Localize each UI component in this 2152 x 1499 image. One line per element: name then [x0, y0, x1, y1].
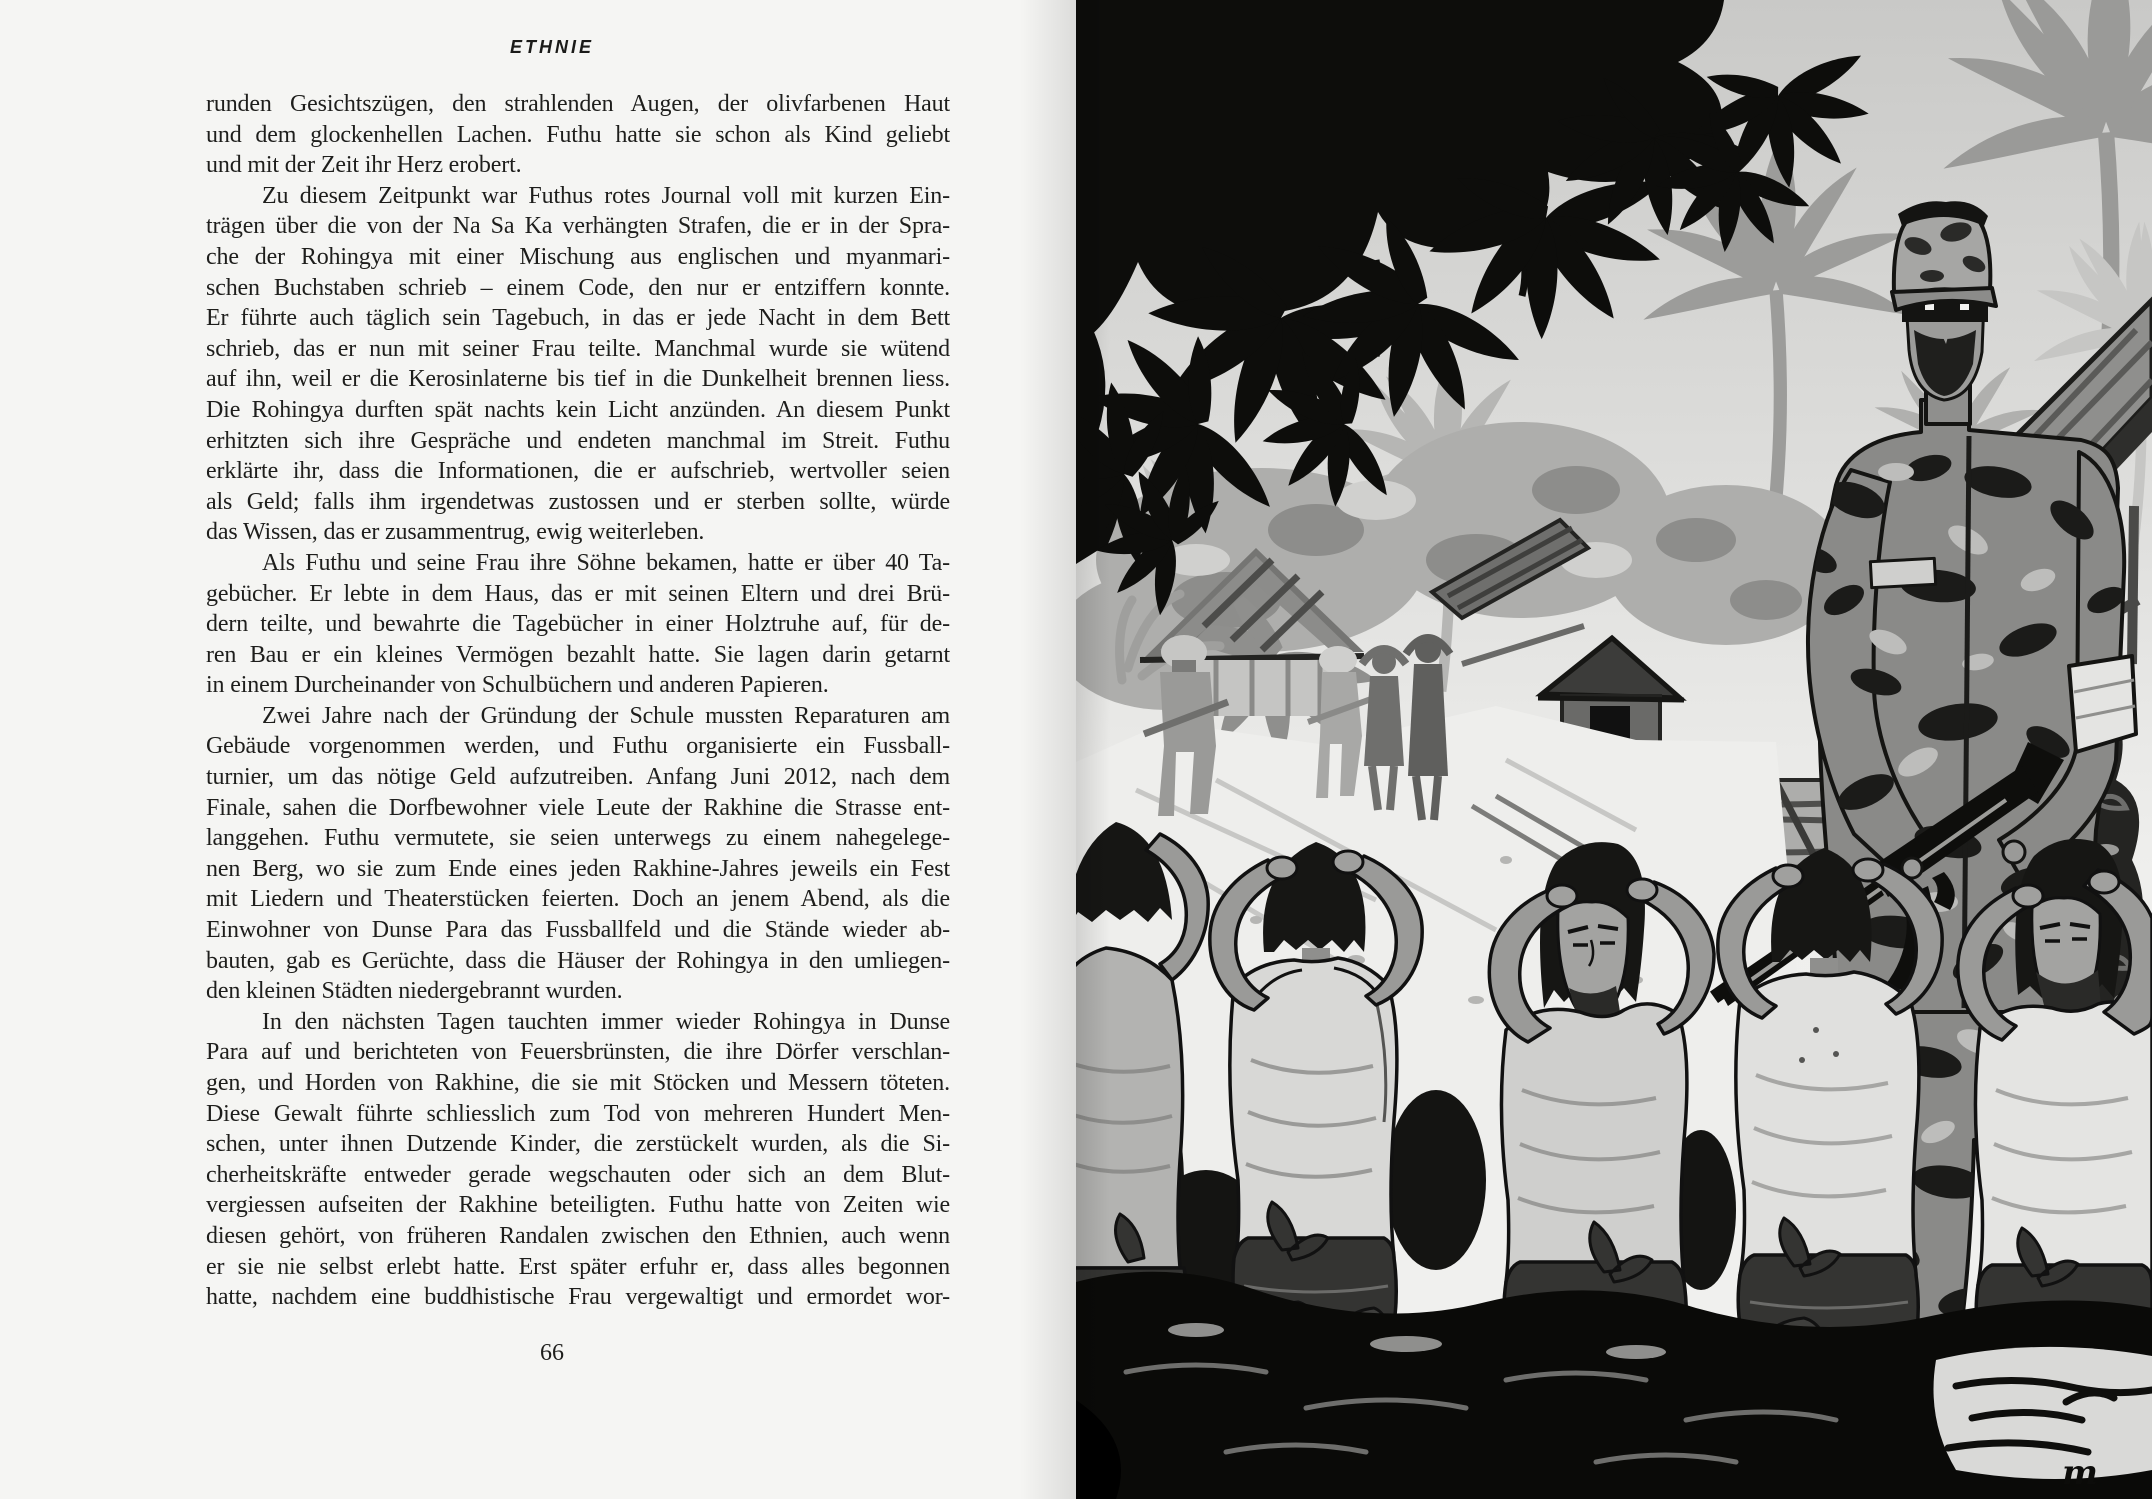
text-line: den kleinen Städten niedergebrannt wurden. — [206, 978, 623, 1005]
text-line: Als Futhu und seine Frau ihre Söhne bekamen, hatte er über 40 Ta- — [262, 549, 950, 576]
text-line: dern teilte, und bewahrte die Tagebücher in einer Holztruhe auf, für de- — [206, 611, 950, 638]
text-line: diesen gehört, von früheren Randalen zwischen den Ethnien, auch wenn — [206, 1222, 950, 1249]
text-line: Para auf und berichteten von Feuersbrünsten, die ihre Dörfer verschlan- — [206, 1039, 950, 1066]
page-number: 66 — [540, 1340, 564, 1366]
text-line: und dem glockenhellen Lachen. Futhu hatte sie schon als Kind geliebt — [206, 121, 950, 148]
text-line: che der Rohingya mit einer Mischung aus englischen und myanmari- — [206, 243, 950, 270]
text-line: bauten, gab es Gerüchte, dass die Häuser der Rohingya in den umliegen- — [206, 947, 950, 974]
soldier-name-tape — [1870, 558, 1935, 587]
running-header: ETHNIE — [509, 37, 594, 57]
text-line: Diese Gewalt führte schliesslich zum Tod von mehreren Hundert Men- — [206, 1100, 950, 1127]
text-line: schrieb, das er nun mit seiner Frau teilte. Manchmal wurde sie wütend — [206, 335, 950, 362]
text-line: runden Gesichtszügen, den strahlenden Augen, der olivfarbenen Haut — [206, 91, 950, 117]
text-line: und mit der Zeit ihr Herz erobert. — [206, 152, 522, 179]
text-line: gebücher. Er lebte in dem Haus, das er mit seinen Eltern und drei Brü- — [206, 580, 950, 607]
text-line: In den nächsten Tagen tauchten immer wieder Rohingya in Dunse — [262, 1008, 950, 1035]
body-text-column — [206, 89, 950, 1313]
text-line: Zu diesem Zeitpunkt war Futhus rotes Journal voll mit kurzen Ein- — [262, 182, 950, 209]
text-line: erhitzten sich ihre Gespräche und endeten manchmal im Streit. Futhu — [206, 427, 950, 454]
text-line: hatte, nachdem eine buddhistische Frau vergewaltigt und ermordet wor- — [206, 1284, 950, 1311]
text-line: trägen über die von der Na Sa Ka verhängten Strafen, die er in der Spra- — [206, 213, 950, 240]
text-line: cherheitskräfte entweder gerade wegschauten oder sich an dem Blut- — [206, 1161, 950, 1188]
text-line: langgehen. Futhu vermutete, sie seien unterwegs zu einem nahegelege- — [206, 825, 950, 852]
text-line: er sie nie selbst erlebt hatte. Erst später erfuhr er, dass alles begonnen — [206, 1253, 950, 1280]
text-line: das Wissen, das er zusammentrug, ewig weiterleben. — [206, 519, 705, 546]
illustration — [1076, 0, 2152, 1499]
soldier-armband — [2069, 656, 2136, 752]
text-line: in einem Durcheinander von Schulbüchern und anderen Papieren. — [206, 672, 829, 699]
text-line: gen, und Horden von Rakhine, die sie mit Stöcken und Messern töteten. — [206, 1070, 950, 1096]
text-line: mit Liedern und Theaterstücken feierten. Doch an jenem Abend, als die — [206, 886, 950, 913]
text-line: erklärte ihr, dass die Informationen, die er aufschrieb, wertvoller seien — [206, 458, 950, 485]
text-line: als Geld; falls ihm irgendetwas zustossen und er sterben sollte, würde — [206, 488, 950, 515]
signature-mark: m — [2062, 1453, 2098, 1493]
text-line: schen, unter ihnen Dutzende Kinder, die zerstückelt wurden, als die Si- — [206, 1131, 950, 1158]
text-line: Zwei Jahre nach der Gründung der Schule mussten Reparaturen am — [262, 702, 950, 729]
text-line: Er führte auch täglich sein Tagebuch, in das er jede Nacht in dem Bett — [206, 305, 950, 332]
text-line: Die Rohingya durften spät nachts kein Licht anzünden. An diesem Punkt — [206, 396, 950, 423]
text-line: Finale, sahen die Dorfbewohner viele Leute der Rakhine die Strasse ent- — [206, 794, 950, 821]
text-line: vergiessen aufseiten der Rakhine beteiligten. Futhu hatte von Zeiten wie — [206, 1192, 950, 1219]
water — [1076, 1272, 2152, 1499]
text-line: Gebäude vorgenommen werden, und Futhu organisierte ein Fussball- — [206, 733, 950, 760]
right-page — [1076, 0, 2152, 1499]
text-line: nen Berg, wo sie zum Ende eines jeden Rakhine-Jahres jeweils ein Fest — [206, 855, 950, 882]
text-line: turnier, um das nötige Geld aufzutreiben. Anfang Juni 2012, nach dem — [206, 764, 950, 791]
text-line: Einwohner von Dunse Para das Fussballfeld und die Stände wieder ab- — [206, 917, 950, 944]
text-line: ren Bau er ein kleines Vermögen bezahlt hatte. Sie lagen darin getarnt — [206, 641, 950, 668]
text-line: auf ihn, weil er die Kerosinlaterne bis tief in die Dunkelheit brennen liess. — [206, 366, 950, 393]
text-line: schen Buchstaben schrieb – einem Code, den nur er entziffern konnte. — [206, 274, 950, 301]
